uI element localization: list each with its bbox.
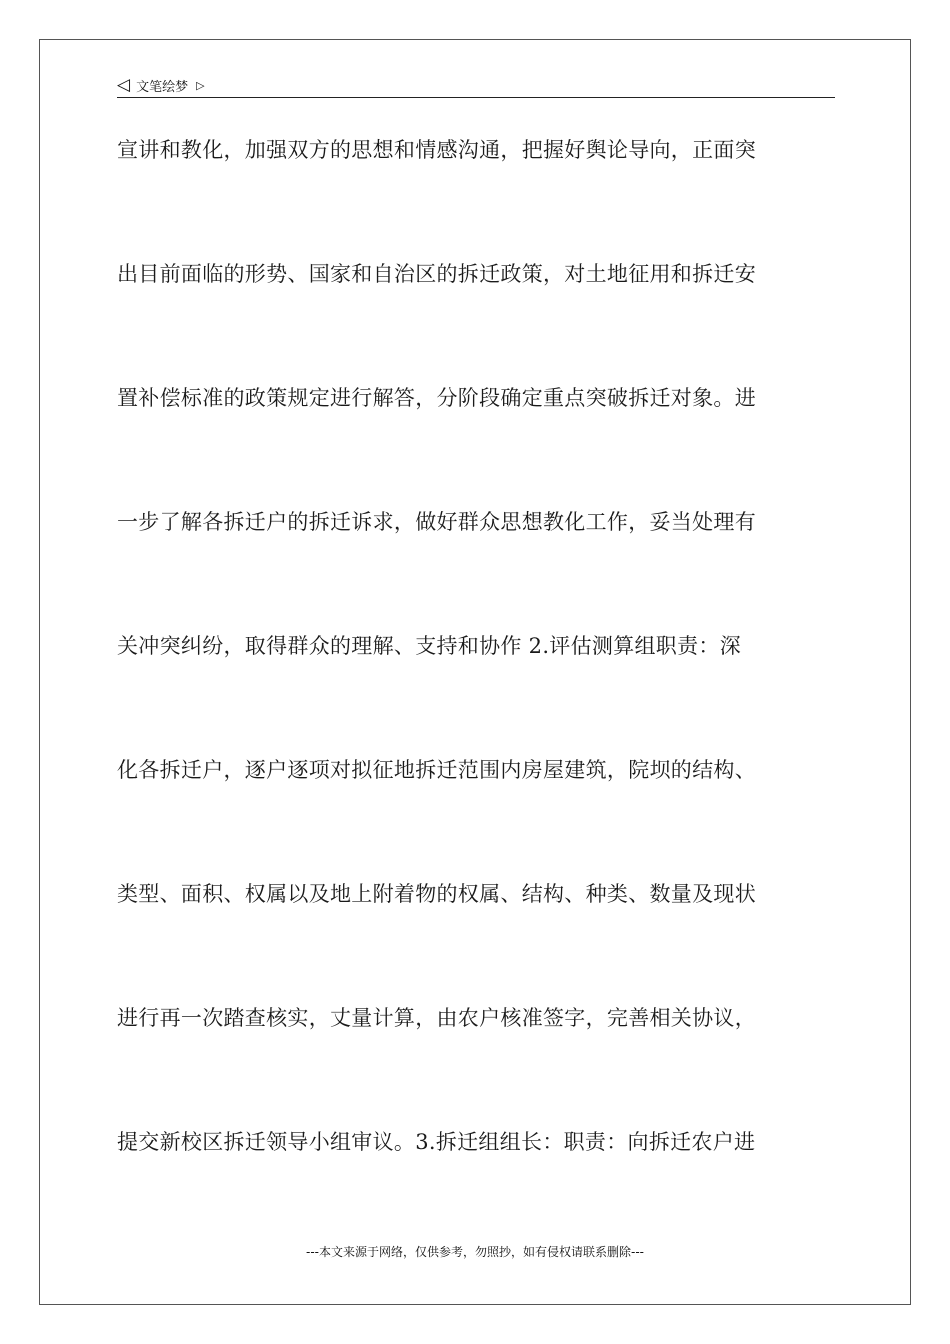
body-line: 提交新校区拆迁领导小组审议。3.拆迁组组长：职责：向拆迁农户进 — [117, 1130, 756, 1154]
body-line: 宣讲和教化，加强双方的思想和情感沟通，把握好舆论导向，正面突 — [117, 138, 756, 162]
body-line: 一步了解各拆迁户的拆迁诉求，做好群众思想教化工作，妥当处理有 — [117, 510, 756, 534]
header-title: 文笔绘梦 — [136, 79, 189, 95]
body-line: 关冲突纠纷，取得群众的理解、支持和协作 2.评估测算组职责：深 — [117, 634, 742, 658]
body-line: 化各拆迁户，逐户逐项对拟征地拆迁范围内房屋建筑，院坝的结构、 — [117, 758, 756, 782]
page-border — [39, 39, 911, 1305]
body-line: 类型、面积、权属以及地上附着物的权属、结构、种类、数量及现状 — [117, 882, 756, 906]
triangle-right-icon: ▷ — [196, 78, 205, 92]
triangle-left-icon: ◁ — [117, 74, 131, 95]
page-footer: ---本文来源于网络，仅供参考，勿照抄，如有侵权请联系删除--- — [306, 1245, 644, 1259]
header-rule — [117, 97, 835, 98]
body-line: 进行再一次踏查核实，丈量计算，由农户核准签字，完善相关协议， — [117, 1006, 756, 1030]
body-line: 出目前面临的形势、国家和自治区的拆迁政策，对土地征用和拆迁安 — [117, 262, 756, 286]
page-header — [117, 74, 205, 96]
body-line: 置补偿标准的政策规定进行解答，分阶段确定重点突破拆迁对象。进 — [117, 386, 756, 410]
